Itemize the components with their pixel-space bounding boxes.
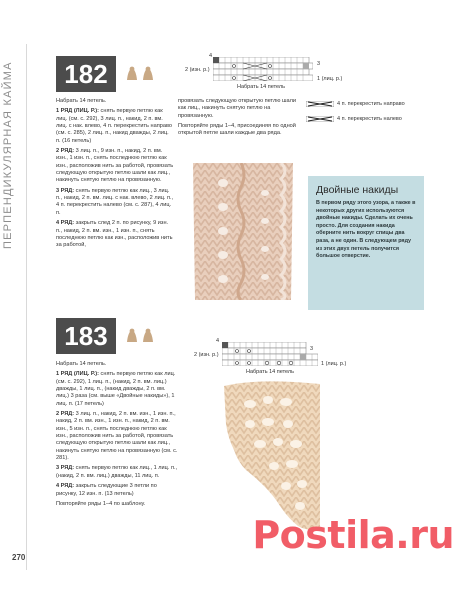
row-2-text: 2 РЯД: 3 лиц. п., накид, 2 п. вм. изн., 1 изн. п., накид, 2 п. вм. изн., 1 изн. п., накид, 2 п. вм. изн., 5 изн. п., снять последнюю петлю как изн., расположив нить за работой, провязать следующую открытую петлю шали как лиц., накинуть снятую петлю на провязанную (см. с. 281).: [56, 411, 178, 461]
chart-caption: Набрать 14 петель: [246, 369, 294, 375]
pattern-182-instructions-col1: [56, 98, 174, 253]
stitch-chart-grid: [213, 57, 313, 81]
chart-row-label-2: 2 (изн. р.): [185, 67, 210, 73]
pattern-183-chart: [194, 338, 347, 375]
chart-row-label-3: 3: [310, 346, 314, 352]
difficulty-sheep-icon: [124, 326, 158, 344]
row-4-text: 4 РЯД: закрыть следующие 3 петли по рисунку, 12 изн. п. (13 петель): [56, 483, 157, 497]
row-3-text: 3 РЯД: снять первую петлю как лиц., 1 лиц. п., (накид, 2 п. вм. лиц.) дважды, 11 лиц. п.: [56, 465, 178, 479]
chart-caption: Набрать 14 петель: [237, 84, 285, 90]
pattern-182-chart: [185, 53, 343, 90]
legend-cross-left: 4 п. перекрестить налево: [306, 116, 402, 122]
chart-row-label-4: 4: [209, 53, 213, 59]
page-number: 270: [12, 553, 26, 562]
cast-on-text: Набрать 14 петель.: [56, 361, 107, 367]
row-1-text: 1 РЯД (ЛИЦ. Р.): снять первую петлю как лиц. (см. с. 292), 3 лиц. п., накид, 2 п. вм. лиц. с нак. влево, 4 п. перекрестить направо (см. с. 285), 2 лиц. п., накид дважды, 2 лиц. п. (16 петель): [56, 108, 172, 144]
pattern-number-182: 182: [56, 56, 116, 92]
cross-left-icon: [306, 116, 334, 122]
cross-right-icon: [306, 101, 334, 107]
cast-on-text: Набрать 14 петель.: [56, 98, 107, 104]
double-yarn-over-tip-box: [308, 176, 424, 310]
repeat-text: Повторяйте ряды 1–4, присоединяя по одной открытой петле шали каждые два ряда.: [178, 123, 296, 137]
chart-row-label-1: 1 (лиц. р.): [321, 361, 347, 367]
row-4-text: 4 РЯД: закрыть след 2 п. по рисунку, 9 изн. п., накид, 2 п. вм. изн., 1 изн. п., снять последнюю петлю как изн., расположив нить за работой,: [56, 220, 173, 249]
repeat-text: Повторяйте ряды 1–4 по шаблону.: [56, 500, 146, 507]
tip-text: В первом ряду этого узора, а также в некоторых других используются двойные накиды. Сделать их очень просто. Для создания накида оберните нить вокруг спицы два раза, а не один. В следующем ряду из этих двух петель получится большое отверстие.: [316, 200, 416, 260]
row-4-continued-text: провязать следующую открытую петлю шали как лиц., накинуть снятую петлю на провязанную.: [178, 98, 296, 119]
pattern-182-swatch-photo: [181, 163, 305, 300]
chart-row-label-4: 4: [216, 338, 220, 344]
pattern-182-instructions-col2: [178, 98, 300, 141]
pattern-183-instructions: [56, 361, 178, 511]
site-watermark: Postila.ru: [252, 513, 454, 557]
side-divider: [26, 44, 27, 570]
row-3-text: 3 РЯД: снять первую петлю как лиц., 3 лиц. п., накид, 2 п. вм. лиц. с нак. влево, 2 лиц. п., 4 п. перекрестить налево (см. с. 287), 4 лиц. п.: [56, 187, 174, 216]
difficulty-sheep-icon: [124, 64, 158, 82]
chart-row-label-2: 2 (изн. р.): [194, 352, 219, 358]
stitch-chart-grid: [222, 342, 318, 366]
chart-row-label-1: 1 (лиц. р.): [317, 76, 343, 82]
chart-row-label-3: 3: [317, 61, 321, 67]
pattern-number-183: 183: [56, 318, 116, 354]
pattern-183-swatch-photo: [216, 378, 326, 534]
row-2-text: 2 РЯД: 3 лиц. п., 9 изн. п., накид, 2 п. вм. изн., 1 изн. п., снять последнюю петлю как изн., расположив нить за работой, провязать следующую открытую петлю шали как лиц., накинуть снятую петлю на провязанную.: [56, 148, 174, 184]
tip-title: Двойные накиды: [316, 184, 399, 196]
section-side-title: ПЕРПЕНДИКУЛЯРНАЯ КАЙМА: [2, 61, 14, 249]
row-1-text: 1 РЯД (ЛИЦ. Р.): снять первую петлю как лиц. (см. с. 292), 1 лиц. п., (накид, 2 п. вм. лиц.) дважды, 1 лиц. п., (накид дважды, 2 п. вм. лиц.) 3 раза (см. выше «Двойные накиды»), 1 лиц. п. (17 петель): [56, 371, 176, 407]
legend-cross-right: 4 п. перекрестить направо: [306, 101, 405, 107]
